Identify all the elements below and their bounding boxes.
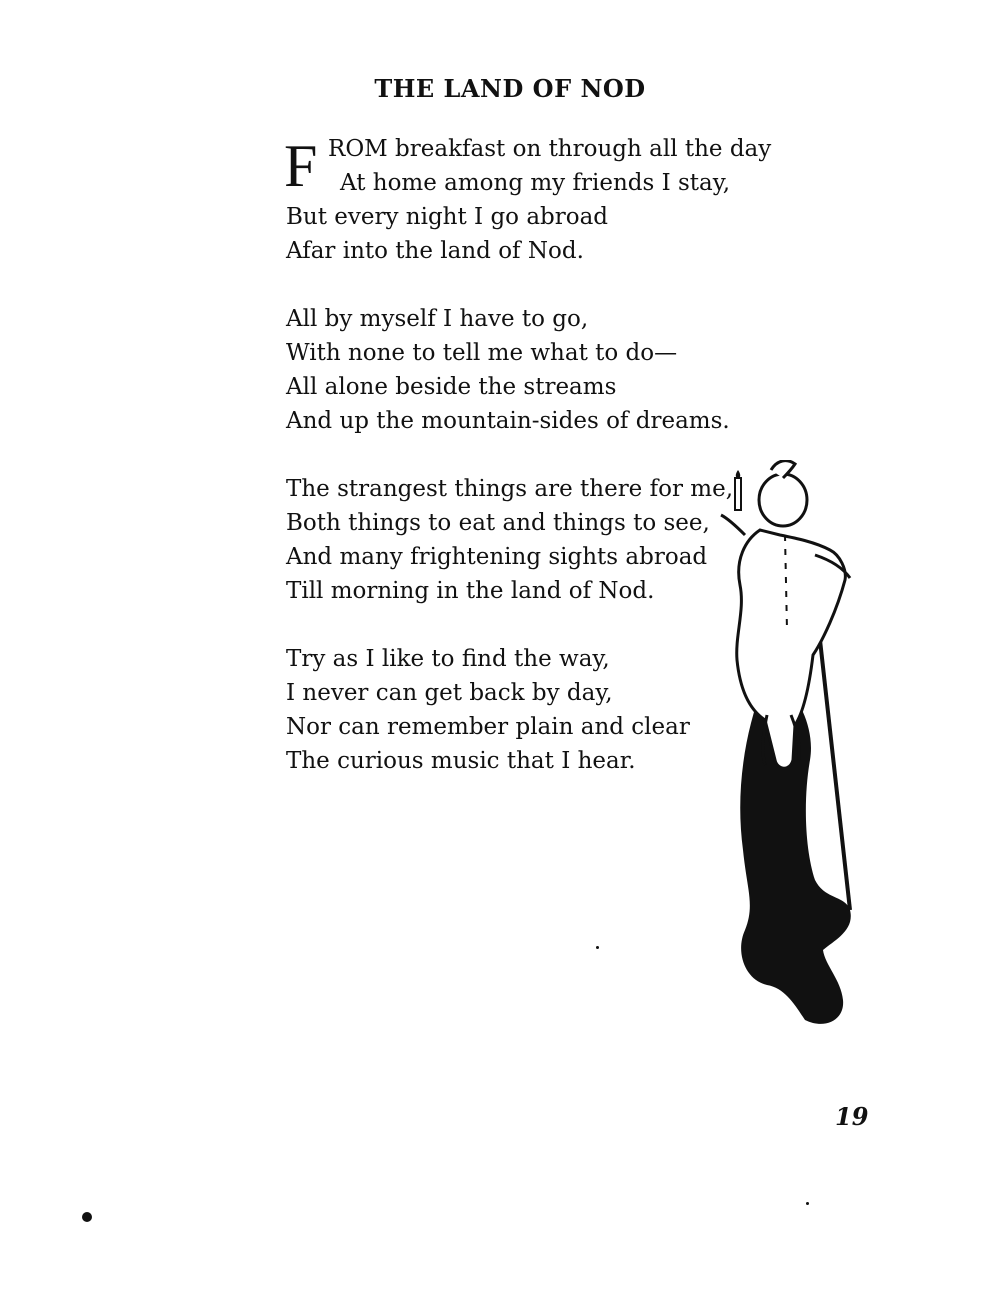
ink-speck <box>82 1212 92 1222</box>
poem-line: And many frightening sights abroad <box>286 544 708 570</box>
poem-line: The curious music that I hear. <box>286 748 636 774</box>
ink-speck <box>806 1202 809 1205</box>
poem-line: Both things to eat and things to see, <box>286 510 710 536</box>
poem-body <box>284 132 772 812</box>
stanza-4 <box>286 642 756 778</box>
poem-line: Try as I like to find the way, <box>286 646 610 672</box>
poem-line: All by myself I have to go, <box>286 306 589 332</box>
drop-cap: F <box>284 133 318 199</box>
poem-line: The strangest things are there for me, <box>286 476 734 502</box>
poem-line-text: ROM breakfast on through all the day <box>328 136 772 162</box>
poem-line: Till morning in the land of Nod. <box>286 578 655 604</box>
poem-line: And up the mountain-sides of dreams. <box>286 408 730 434</box>
stanza-2 <box>286 302 756 438</box>
child-with-candle-and-shadow-illustration <box>705 460 875 1040</box>
poem-line: With none to tell me what to do— <box>286 340 678 366</box>
poem-line: Nor can remember plain and clear <box>286 714 690 740</box>
stanza-3 <box>286 472 756 608</box>
poem-line: All alone beside the streams <box>286 374 617 400</box>
stanza-1 <box>284 132 772 268</box>
ink-speck <box>596 946 599 949</box>
poem-line: At home among my friends I stay, <box>340 170 731 196</box>
poem-line: Afar into the land of Nod. <box>286 238 584 264</box>
poem-title: THE LAND OF NOD <box>374 74 646 103</box>
poem-line: But every night I go abroad <box>286 204 609 230</box>
poem-line: I never can get back by day, <box>286 680 613 706</box>
page-number: 19 <box>835 1102 869 1131</box>
